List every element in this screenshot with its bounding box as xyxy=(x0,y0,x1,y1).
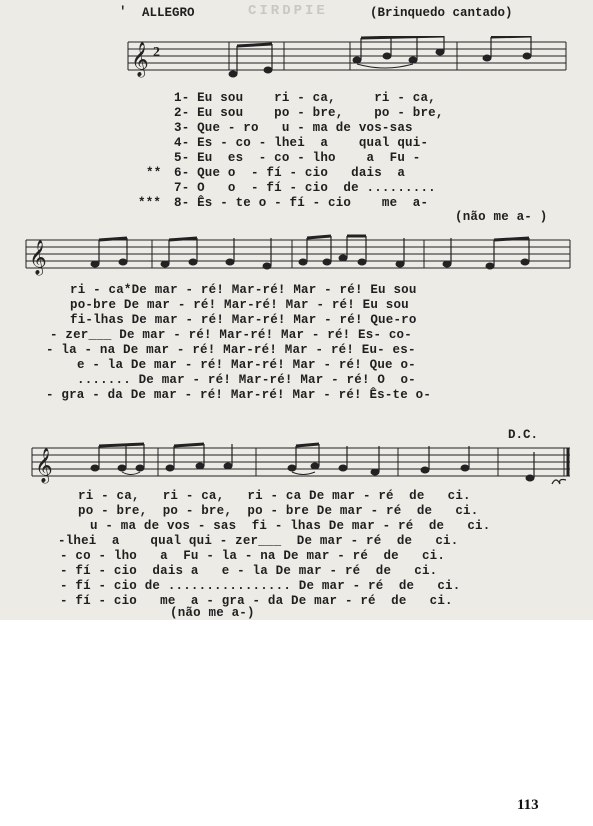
time-signature: 2 xyxy=(153,45,160,60)
svg-text:𝄞: 𝄞 xyxy=(131,42,149,77)
subtitle: (Brinquedo cantado) xyxy=(370,6,513,20)
page-number: 113 xyxy=(517,797,539,813)
staff-1 xyxy=(0,36,593,86)
refrain-line: - la - na De mar - ré! Mar-ré! Mar - ré! Eu- es- xyxy=(46,343,416,357)
staff-2 xyxy=(0,232,593,280)
refrain-line: fi-lhas De mar - ré! Mar-ré! Mar - ré! Que-ro xyxy=(70,313,417,327)
verse-note: (não me a- ) xyxy=(455,210,548,224)
ending-line: ri - ca, ri - ca, ri - ca De mar - ré de ci. xyxy=(78,489,471,503)
ending-line: - fí - cio de ................ De mar - ré de ci. xyxy=(60,579,461,593)
ending-note: (não me a-) xyxy=(170,606,255,620)
verse-line: 3- Que - ro u - ma de vos-sas xyxy=(174,121,413,135)
verse-line: 5- Eu es - co - lho a Fu - xyxy=(174,151,421,165)
verse-line: 4- Es - co - lhei a qual qui- xyxy=(174,136,429,150)
ending-line: po - bre, po - bre, po - bre De mar - ré de ci. xyxy=(78,504,479,518)
bleed-through-title: CIRDPIE xyxy=(248,3,328,19)
refrain-line: - gra - da De mar - ré! Mar-ré! Mar - ré! Ês-te o- xyxy=(46,388,432,402)
verse-line: 6- Que o - fí - cio dais a xyxy=(174,166,406,180)
verse-line: 8- Ês - te o - fí - cio me a- xyxy=(174,196,429,210)
ending-line: - co - lho a Fu - la - na De mar - ré de ci. xyxy=(60,549,446,563)
verse-line: 7- O o - fí - cio de ......... xyxy=(174,181,436,195)
refrain-line: ....... De mar - ré! Mar-ré! Mar - ré! O o- xyxy=(77,373,416,387)
verse-line: 2- Eu sou po - bre, po - bre, xyxy=(174,106,444,120)
ending-line: - fí - cio dais a e - la De mar - ré de ci. xyxy=(60,564,438,578)
da-capo-marking: D.C. xyxy=(508,428,539,442)
verse-marker-8: *** xyxy=(138,196,162,210)
refrain-line: po-bre De mar - ré! Mar-ré! Mar - ré! Eu sou xyxy=(70,298,409,312)
tempo-marking: ALLEGRO xyxy=(142,6,195,20)
ending-line: - fí - cio me a - gra - da De mar - ré de ci. xyxy=(60,594,453,608)
tick-mark: ' xyxy=(119,5,127,19)
staff-3 xyxy=(0,440,593,488)
ending-line: -lhei a qual qui - zer___ De mar - ré de ci. xyxy=(58,534,459,548)
verse-marker-6: ** xyxy=(146,166,162,180)
ending-line: u - ma de vos - sas fi - lhas De mar - ré de ci. xyxy=(90,519,491,533)
refrain-line: - zer___ De mar - ré! Mar-ré! Mar - ré! Es- co- xyxy=(50,328,412,342)
refrain-line: ri - ca*De mar - ré! Mar-ré! Mar - ré! Eu sou xyxy=(70,283,417,297)
svg-text:𝄞: 𝄞 xyxy=(29,240,47,275)
svg-text:𝄞: 𝄞 xyxy=(35,448,53,483)
verse-line: 1- Eu sou ri - ca, ri - ca, xyxy=(174,91,436,105)
refrain-line: e - la De mar - ré! Mar-ré! Mar - ré! Que o- xyxy=(77,358,416,372)
